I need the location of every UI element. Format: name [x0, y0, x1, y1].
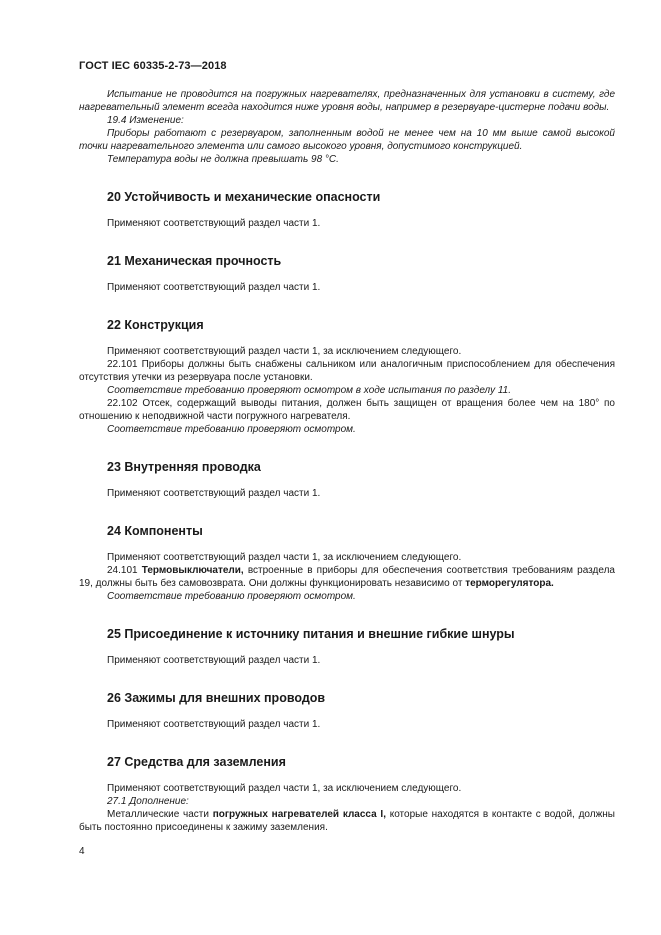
term-bold: погружных нагревателей класса I, [212, 809, 386, 820]
section-title-25: 25 Присоединение к источнику питания и внешние гибкие шнуры [107, 627, 515, 641]
section-title-23: 23 Внутренняя проводка [107, 460, 261, 474]
document-body [79, 88, 615, 834]
text-run: которые находятся в контакте с водой, должны быть постоянно присоединены к зажиму заземления. [79, 809, 615, 833]
paragraph: Применяют соответствующий раздел части 1, за исключением следующего. [107, 552, 462, 563]
compliance-note: Соответствие требованию проверяют осмотром в ходе испытания по разделу 11. [107, 385, 512, 396]
paragraph: 27.1 Дополнение: [107, 796, 189, 807]
paragraph: 22.101 Приборы должны быть снабжены сальником или аналогичным приспособлением для обеспечения отсутствия утечки из резервуара после установки. [79, 359, 615, 383]
term-bold: Термовыключатели, [141, 565, 244, 576]
paragraph: Применяют соответствующий раздел части 1. [107, 719, 321, 730]
term-bold: терморегулятора. [465, 578, 554, 589]
paragraph: 22.102 Отсек, содержащий выводы питания, должен быть защищен от вращения более чем на 180° по отношению к неподвижной части погружного нагревателя. [79, 398, 615, 422]
compliance-note: Соответствие требованию проверяют осмотром. [107, 424, 356, 435]
paragraph: Испытание не проводится на погружных нагревателях, предназначенных для установки в систему, где нагревательный элемент всегда находится ниже уровня воды, например в резервуаре-цистерне подачи воды. [79, 89, 615, 113]
paragraph: Применяют соответствующий раздел части 1, за исключением следующего. [107, 346, 462, 357]
paragraph: Применяют соответствующий раздел части 1. [107, 488, 321, 499]
paragraph: Применяют соответствующий раздел части 1. [107, 218, 321, 229]
section-title-27: 27 Средства для заземления [107, 755, 286, 769]
paragraph [79, 808, 615, 834]
paragraph: 19.4 Изменение: [107, 115, 184, 126]
document-header: ГОСТ IEC 60335-2-73—2018 [79, 60, 227, 72]
compliance-note: Соответствие требованию проверяют осмотром. [107, 591, 356, 602]
section-title-22: 22 Конструкция [107, 318, 204, 332]
paragraph: Применяют соответствующий раздел части 1. [107, 282, 321, 293]
paragraph: Приборы работают с резервуаром, заполненным водой не менее чем на 10 мм выше самой высокой точки нагревательного элемента или самого высокого уровня, допустимого конструкцией. [79, 128, 615, 152]
text-run: встроенные в приборы для обеспечения соответствия требованиям раздела 19, должны быть без самовозврата. Они должны функционировать независимо от [79, 565, 615, 589]
section-title-21: 21 Механическая прочность [107, 254, 282, 268]
paragraph: Температура воды не должна превышать 98 °С. [107, 154, 339, 165]
paragraph: Применяют соответствующий раздел части 1. [107, 655, 321, 666]
section-title-20: 20 Устойчивость и механические опасности [107, 190, 381, 204]
text-run: Металлические части [107, 809, 213, 820]
section-title-24: 24 Компоненты [107, 524, 203, 538]
section-title-26: 26 Зажимы для внешних проводов [107, 691, 326, 705]
clause-number: 24.101 [107, 565, 142, 576]
page-number: 4 [79, 846, 85, 857]
paragraph: Применяют соответствующий раздел части 1, за исключением следующего. [107, 783, 462, 794]
paragraph [79, 564, 615, 590]
